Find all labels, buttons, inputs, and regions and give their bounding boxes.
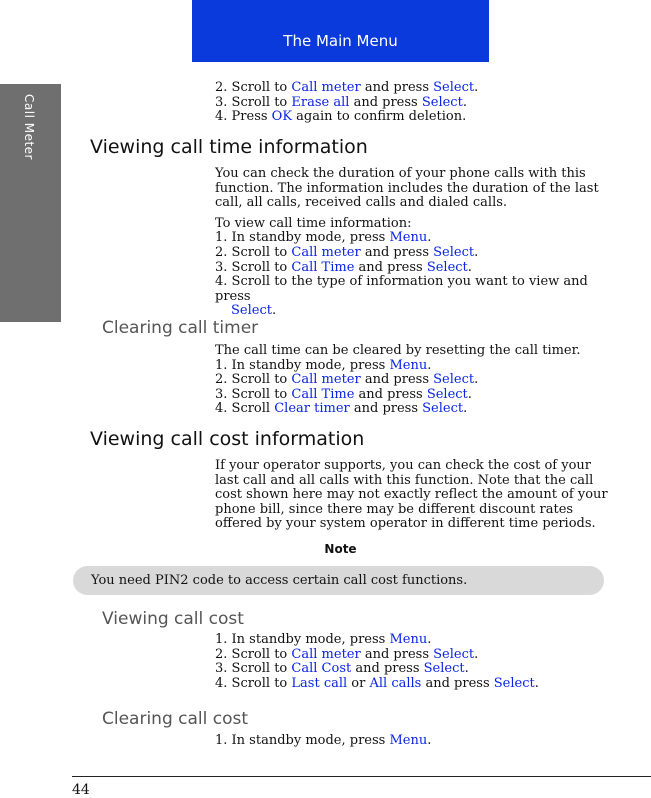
step-line: 1. In standby mode, press Menu.	[215, 357, 432, 373]
top-steps	[215, 81, 610, 125]
note-heading: Note	[324, 542, 357, 556]
clear-cost-body	[215, 734, 610, 749]
step-line: 4. Scroll to the type of information you want to view and press	[215, 274, 588, 304]
step-line: 1. In standby mode, press Menu.	[215, 230, 432, 246]
paragraph: You can check the duration of your phone calls with this function. The information includes the duration of the last call, all calls, received calls and dialed calls.	[215, 166, 599, 211]
heading-clearing-call-timer: Clearing call timer	[102, 318, 259, 338]
paragraph: The call time can be cleared by resetting the call timer.	[215, 343, 581, 358]
step-line: 2. Scroll to Call meter and press Select.	[215, 646, 479, 662]
step-line: 2. Scroll to Call meter and press Select.	[215, 80, 479, 95]
banner-title: The Main Menu	[283, 32, 398, 50]
side-tab	[0, 84, 61, 322]
step-line: 4. Press OK again to confirm deletion.	[215, 109, 467, 125]
step-line: 4. Scroll to Last call or All calls and press Select.	[215, 675, 539, 691]
page-number: 44	[72, 782, 90, 798]
note-text: You need PIN2 code to access certain call cost functions.	[91, 573, 468, 588]
heading-viewing-call-time: Viewing call time information	[90, 136, 368, 158]
call-cost-body	[215, 459, 610, 532]
call-time-body	[215, 167, 610, 319]
step-line: 2. Scroll to Call meter and press Select.	[215, 244, 479, 260]
heading-viewing-call-cost: Viewing call cost	[102, 609, 244, 629]
step-line: 1. In standby mode, press Menu.	[215, 632, 432, 647]
step-line: 4. Scroll Clear timer and press Select.	[215, 401, 468, 417]
view-cost-body	[215, 633, 610, 691]
heading-clearing-call-cost: Clearing call cost	[102, 709, 249, 729]
step-line-continued: Select.	[231, 303, 277, 319]
step-line: 2. Scroll to Call meter and press Select.	[215, 372, 479, 388]
step-line: 3. Scroll to Call Cost and press Select.	[215, 661, 469, 677]
step-line: 3. Scroll to Call Time and press Select.	[215, 386, 472, 402]
footer-divider	[72, 776, 651, 777]
paragraph: To view call time information:	[215, 215, 412, 231]
step-line: 3. Scroll to Erase all and press Select.	[215, 94, 467, 110]
step-line: 3. Scroll to Call Time and press Select.	[215, 259, 472, 275]
paragraph: If your operator supports, you can check the cost of your last call and all calls with this function. Note that the call cost shown here may not exactly reflect the amount of your phone bill, since there may be different discount rates offered by your system operator in different time periods.	[215, 458, 608, 532]
step-line: 1. In standby mode, press Menu.	[215, 733, 432, 748]
clear-timer-body	[215, 344, 610, 417]
heading-viewing-call-cost-info: Viewing call cost information	[90, 428, 365, 450]
note-box	[73, 566, 604, 595]
page-banner	[192, 0, 489, 62]
side-tab-label: Call Meter	[22, 94, 36, 160]
